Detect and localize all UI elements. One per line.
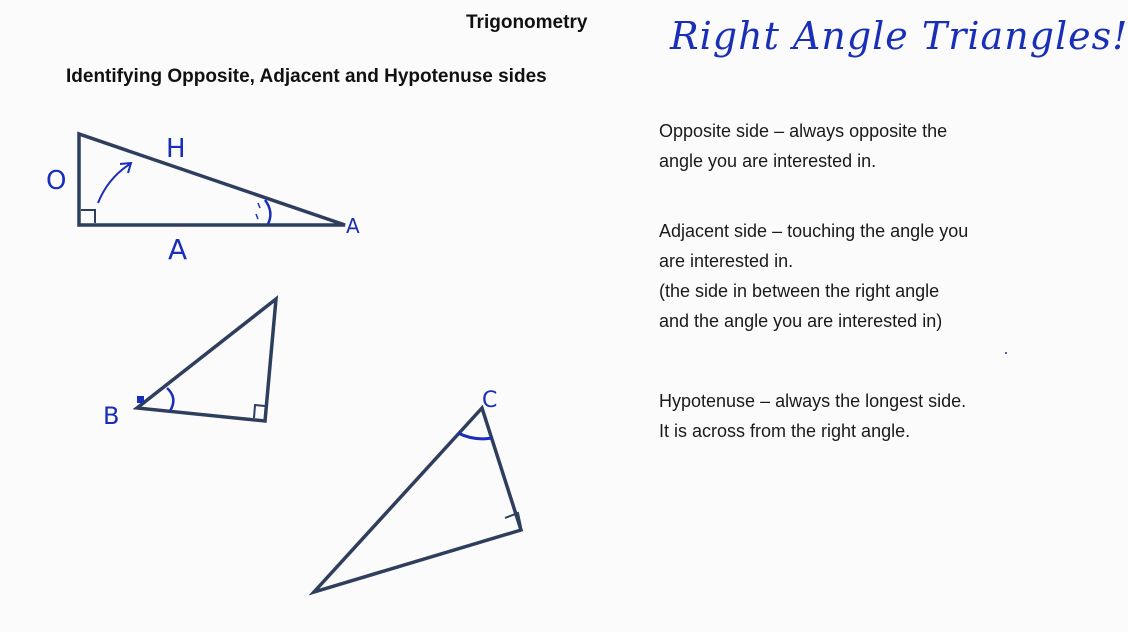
triangle-one-outline	[79, 134, 345, 225]
opposite-label: O	[46, 166, 67, 196]
angle-arc-marker	[265, 200, 270, 224]
hypotenuse-definition-line: Hypotenuse – always the longest side.	[659, 391, 967, 411]
opposite-definition-line: angle you are interested in.	[659, 151, 877, 171]
handwritten-banner: Right Angle Triangles!	[670, 14, 1128, 58]
page-title: Trigonometry	[466, 12, 588, 33]
triangle-three	[314, 388, 521, 592]
triangle-two	[103, 299, 276, 430]
angle-b-label: B	[103, 402, 120, 430]
right-angle-marker	[254, 405, 265, 418]
angle-arc-marker	[458, 433, 492, 439]
arrow-icon	[98, 164, 130, 203]
ink-dot	[1005, 352, 1007, 354]
right-angle-marker	[81, 210, 95, 223]
adjacent-definition-line: and the angle you are interested in)	[659, 311, 943, 331]
adjacent-label: A	[168, 233, 188, 266]
triangle-three-outline	[314, 408, 521, 592]
angle-arc-ticks	[256, 203, 260, 219]
vertex-dot-marker	[137, 396, 144, 403]
triangle-two-outline	[137, 299, 276, 421]
hypotenuse-label: H	[166, 134, 186, 164]
page-subtitle: Identifying Opposite, Adjacent and Hypotenuse sides	[66, 66, 547, 87]
angle-arc-marker	[167, 388, 173, 411]
adjacent-definition-line: Adjacent side – touching the angle you	[659, 221, 969, 241]
opposite-definition-line: Opposite side – always opposite the	[659, 121, 948, 141]
adjacent-definition-line: are interested in.	[659, 251, 794, 271]
angle-a-label: A	[346, 214, 360, 238]
triangle-one	[46, 134, 360, 266]
angle-c-label: C	[482, 388, 498, 413]
hypotenuse-definition-line: It is across from the right angle.	[659, 421, 911, 441]
adjacent-definition-line: (the side in between the right angle	[659, 281, 940, 301]
